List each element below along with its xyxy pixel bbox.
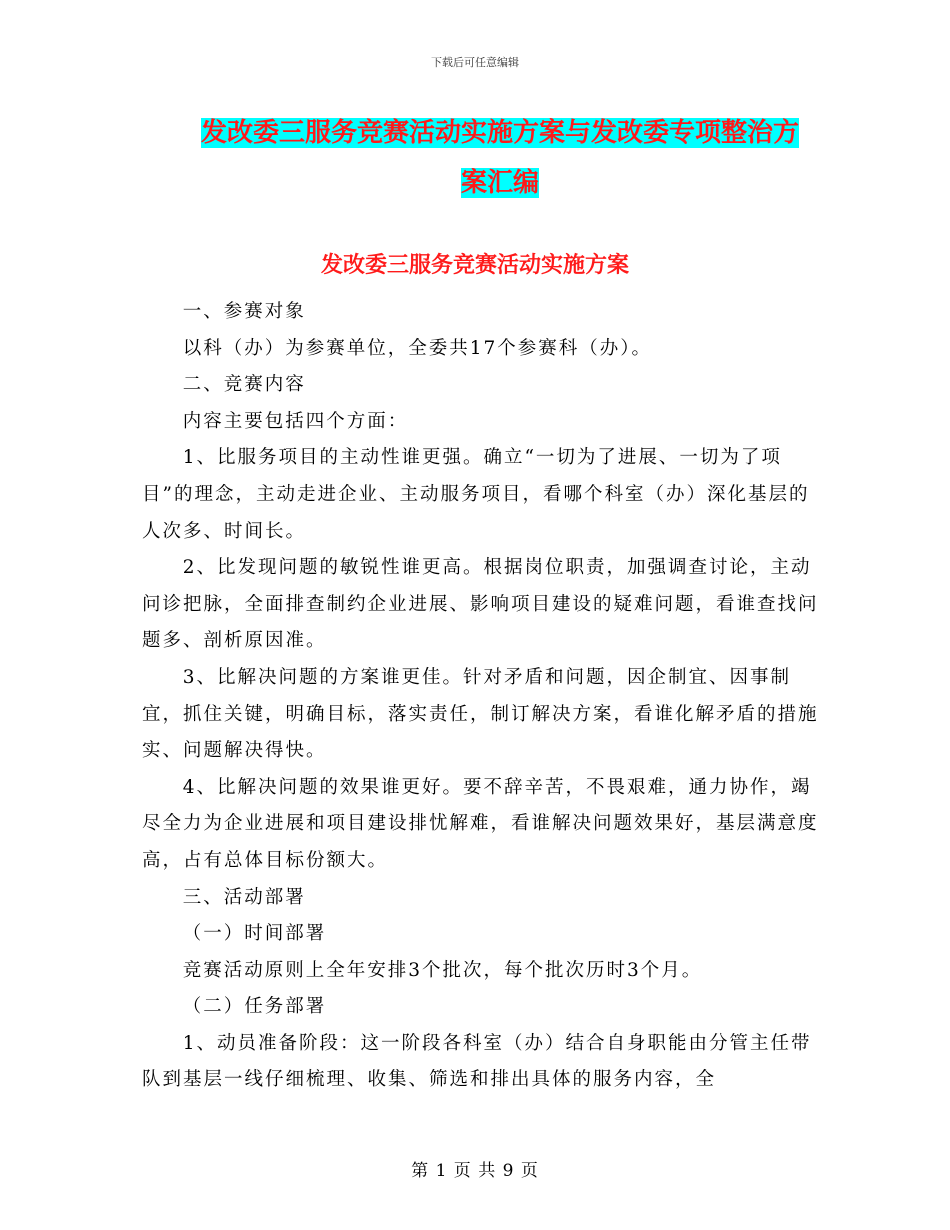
- paragraph-stage-1: 1、动员准备阶段：这一阶段各科室（办）结合自身职能由分管主任带队到基层一线仔细梳理、收集、筛选和排出具体的服务内容，全: [142, 1032, 812, 1091]
- document-title-line1: 发改委三服务竞赛活动实施方案与发改委专项整治方: [200, 118, 799, 148]
- paragraph-item-2: 2、比发现问题的敏锐性谁更高。根据岗位职责，加强调查讨论，主动问诊把脉，全面排查制约企业进展、影响项目建设的疑难问题，看谁查找问题多、剖析原因准。: [142, 557, 819, 652]
- subheading-tasks: （二）任务部署: [182, 996, 327, 1018]
- paragraph-participants: 以科（办）为参赛单位，全委共17个参赛科（办）。: [182, 337, 652, 359]
- document-title: [150, 108, 850, 208]
- paragraph-item-4: 4、比解决问题的效果谁更好。要不辞辛苦，不畏艰难，通力协作，竭尽全力为企业进展和项目建设排忧解难，看谁解决问题效果好，基层满意度高，占有总体目标份额大。: [142, 776, 819, 871]
- section-title: 发改委三服务竞赛活动实施方案: [320, 252, 629, 278]
- paragraph-content-intro: 内容主要包括四个方面：: [182, 410, 409, 432]
- paragraph-item-1: 1、比服务项目的主动性谁更强。确立“一切为了进展、一切为了项目”的理念，主动走进企业、主动服务项目，看哪个科室（办）深化基层的人次多、时间长。: [142, 447, 810, 542]
- document-title-line2: 案汇编: [460, 168, 539, 198]
- subheading-time: （一）时间部署: [182, 923, 327, 945]
- heading-content: 二、竞赛内容: [182, 374, 306, 396]
- heading-participants: 一、参赛对象: [182, 301, 306, 322]
- paragraph-time: 竞赛活动原则上全年安排3个批次，每个批次历时3个月。: [182, 959, 703, 981]
- document-body: [142, 294, 822, 1099]
- page-header-note: 下载后可任意编辑: [431, 56, 519, 69]
- paragraph-item-3: 3、比解决问题的方案谁更佳。针对矛盾和问题，因企制宜、因事制宜，抓住关键，明确目标，落实责任，制订解决方案，看谁化解矛盾的措施实、问题解决得快。: [142, 666, 819, 762]
- heading-deployment: 三、活动部署: [182, 886, 306, 908]
- page-footer: 第 1 页 共 9 页: [411, 1161, 539, 1181]
